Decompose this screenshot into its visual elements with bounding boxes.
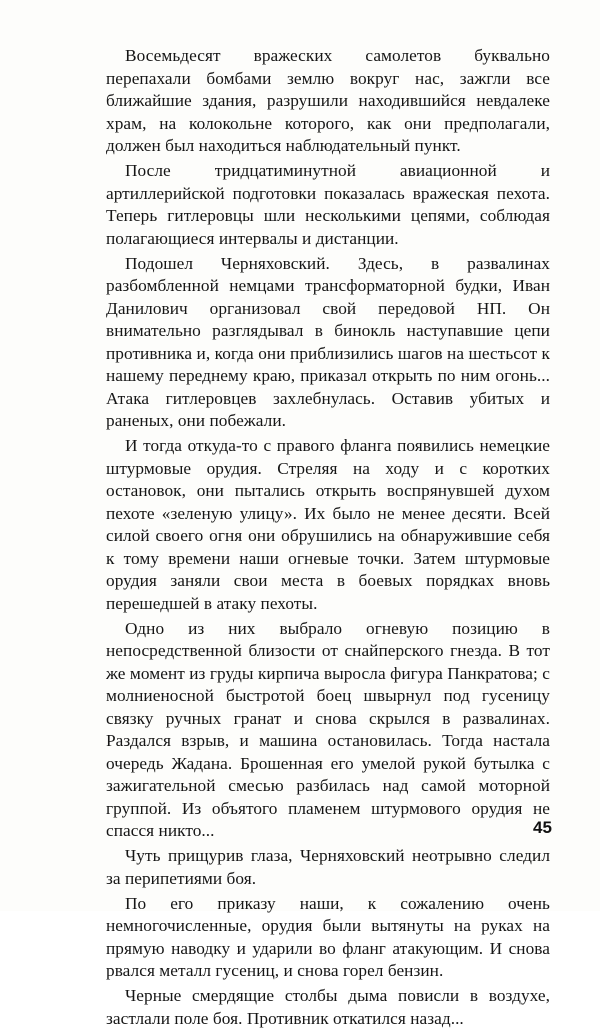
paragraph-5: Одно из них выбрало огневую позицию в непосредственной близости от снайперского гнезда. В тот же момент из груды кирпича выросла фигура Панкратова; с молниеносной быстротой боец швырнул под гусеницу связку ручных гранат и снова скрылся в развалинах. Раздался взрыв, и машина остановилась. Тогда настала очередь Жадана. Брошенная его умелой рукой бутылка с зажигательной смесью разбилась над самой моторной группой. Из объятого пламенем штурмового орудия не спасся никто... [106,618,550,840]
paragraph-3: Подошел Черняховский. Здесь, в развалинах разбомбленной немцами трансформаторной будки, Иван Данилович организовал свой передовой НП. Он внимательно разглядывал в бинокль наступавшие цепи противника и, когда они приблизились шагов на шестьсот к нашему переднему краю, приказал открыть по ним огонь... Атака гитлеровцев захлебнулась. Оставив убитых и раненых, они побежали. [106,253,550,430]
paragraph-2: После тридцатиминутной авиационной и артиллерийской подготовки показалась вражеская пехота. Теперь гитлеровцы шли несколькими цепями, соблюдая полагающиеся интервалы и дистанции. [106,161,550,248]
page-number: 45 [533,818,552,837]
paragraph-8: Черные смердящие столбы дыма повисли в воздухе, застлали поле боя. Противник откатился назад... [106,986,550,1028]
paragraph-6: Чуть прищурив глаза, Черняховский неотрывно следил за перипетиями боя. [106,846,550,888]
paragraph-4: И тогда откуда-то с правого фланга появились немецкие штурмовые орудия. Стреляя на ходу и с коротких остановок, они пытались открыть воспрянувшей духом пехоте «зеленую улицу». Их было не менее десяти. Всей силой своего огня они обрушились на обнаружившие себя к тому времени наши огневые точки. Затем штурмовые орудия заняли свои места в боевых порядках вновь перешедшей в атаку пехоты. [106,436,550,613]
paragraph-7: По его приказу наши, к сожалению очень немногочисленные, орудия были вытянуты на руках на прямую наводку и ударили во фланг атакующим. И снова рвался металл гусениц, и снова горел бензин. [106,893,550,980]
body-text [106,45,550,1033]
paragraph-1: Восемьдесят вражеских самолетов буквально перепахали бомбами землю вокруг нас, зажгли все ближайшие здания, разрушили находившийся невдалеке храм, на колокольне которого, как они предполагали, должен был находиться наблюдательный пункт. [106,46,550,155]
